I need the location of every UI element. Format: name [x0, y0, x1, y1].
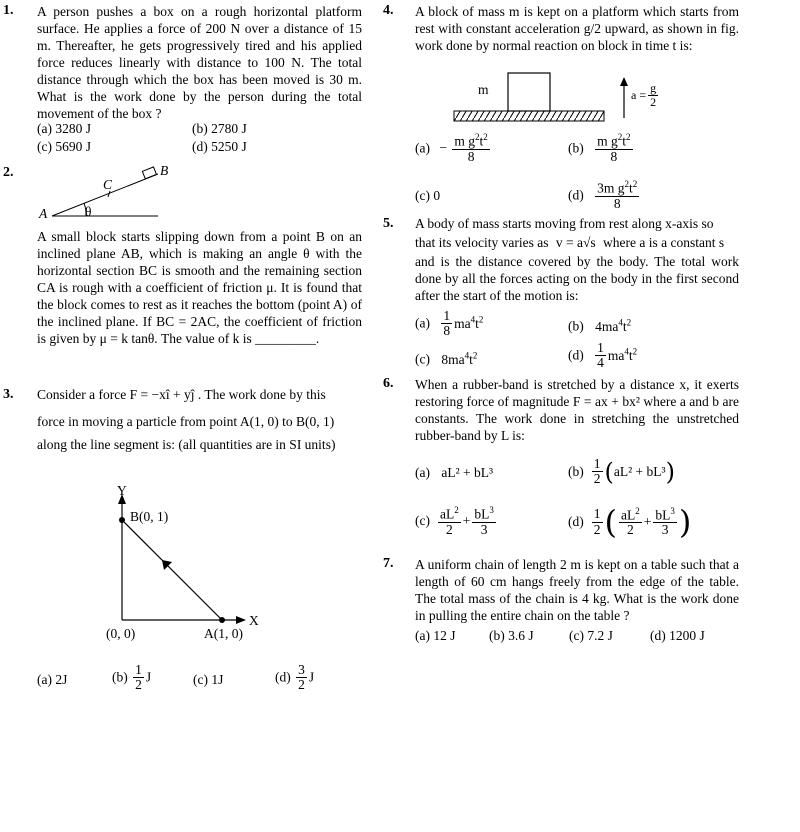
acceleration-label: a = $\frac{g}{2}$ — [631, 81, 657, 109]
q6-option-c[interactable]: (c) $\frac{aL^2}{2}$ + $\frac{bL^3}{3}$ — [415, 505, 494, 537]
q6-number: 6. — [383, 376, 394, 391]
q2-number: 2. — [3, 165, 14, 180]
theta-label: θ — [85, 204, 92, 219]
q3-option-c[interactable]: (c) 1J — [193, 672, 224, 687]
inclined-plane-figure — [36, 160, 169, 225]
q6-option-d[interactable]: (d) $\frac{1}{2}$ ( $\frac{aL^2}{2}$ + $\frac{bL^3}{3}$ ) — [568, 503, 692, 541]
q1-option-c[interactable]: (c) 5690 J — [37, 139, 91, 154]
q3-option-d-fraction: $\frac{3}{2}$ — [298, 662, 305, 693]
q7-number: 7. — [383, 556, 394, 571]
q3-option-a[interactable]: (a) 2J — [37, 672, 68, 687]
x-axis-label: X — [249, 613, 259, 628]
q5-text-line1: A body of mass starts moving from rest along x-axis so — [415, 216, 714, 231]
q1-option-d[interactable]: (d) 5250 J — [192, 139, 247, 154]
q3-option-b-fraction: $\frac{1}{2}$ — [135, 662, 142, 693]
q7-option-d[interactable]: (d) 1200 J — [650, 628, 705, 643]
q3-text-line3: along the line segment is: (all quantities are in SI units) — [37, 437, 336, 452]
q3-option-d-label: (d) — [275, 669, 291, 685]
q5-text-body: and is the distance covered by the body. The total work done by all the forces acting on the body in the first second after the start of the motion is: — [415, 254, 739, 303]
q3-option-d[interactable]: (d) $\frac{3}{2}$ J — [275, 662, 315, 693]
q7-option-a[interactable]: (a) 12 J — [415, 628, 456, 643]
q4-option-d[interactable]: (d) $\frac{3m g^2t^2}{8}$ — [568, 179, 638, 211]
q6-text: When a rubber-band is stretched by a distance x, it exerts restoring force of magnitude F = ax + bx² where a and b are constants. The work done in stretching the unstretched rubber-band by L is: — [415, 377, 739, 443]
q7-option-b[interactable]: (b) 3.6 J — [489, 628, 534, 643]
q5-number: 5. — [383, 216, 394, 231]
q3-graph — [100, 480, 260, 630]
q4-text: A block of mass m is kept on a platform which starts from rest with constant acceleration g/2 upward, as shown in fig. work done by normal reaction on block in time t is: — [415, 4, 739, 53]
q1-number: 1. — [3, 3, 14, 18]
point-a-label: A — [39, 206, 48, 221]
q7-option-c[interactable]: (c) 7.2 J — [569, 628, 613, 643]
q5-option-b[interactable]: (b) $4ma^4t^2$ — [568, 317, 632, 334]
q6-option-a[interactable]: (a) aL² + bL³ — [415, 465, 494, 480]
q1-option-a[interactable]: (a) 3280 J — [37, 121, 91, 136]
q4-number: 4. — [383, 3, 394, 18]
q4-option-a[interactable]: (a) − $\frac{m g^2t^2}{8}$ — [415, 132, 488, 164]
origin-coord: (0, 0) — [106, 626, 136, 641]
q1-text: A person pushes a box on a rough horizontal platform surface. He applies a force of 200 N over a distance of 15 m. Thereafter, he gets progressively tired and his applied force reduces linearly with distance to 100 N. The total distance through which the box has been moved is 30 m. What is the work done by the person during the total movement of the box ? — [37, 4, 362, 121]
point-a-coord: A(1, 0) — [204, 626, 243, 641]
block-mass-label: m — [478, 82, 489, 97]
point-c-label: C — [103, 177, 113, 192]
q7-text: A uniform chain of length 2 m is kept on a table such that a length of 60 cm hangs freely from the edge of the table. The total mass of the chain is 4 kg. What is the work done in pulling the entire chain on the table ? — [415, 557, 739, 623]
q3-text-line2: force in moving a particle from point A(1, 0) to B(0, 1) — [37, 414, 335, 429]
point-b-label: B — [160, 163, 169, 178]
q3-option-b[interactable]: (b) $\frac{1}{2}$ J — [112, 662, 152, 693]
q1-option-b[interactable]: (b) 2780 J — [192, 121, 247, 136]
y-axis-label: Y — [117, 483, 127, 498]
q5-text-line2: that its velocity varies as v = a√s where a is a constant s — [415, 235, 725, 250]
q4-option-b[interactable]: (b) $\frac{m g^2t^2}{8}$ — [568, 132, 631, 164]
q5-option-d[interactable]: (d) $\frac{1}{4}$ $ma^4t^2$ — [568, 340, 638, 371]
q6-option-b[interactable]: (b) $\frac{1}{2}$ ( aL² + bL³ ) — [568, 456, 675, 487]
point-b-coord: B(0, 1) — [130, 509, 169, 524]
q2-text: A small block starts slipping down from a point B on an inclined plane AB, which is making an angle θ with the horizontal section BC is smooth and the remaining section CA is rough with a coefficient of friction μ. It is found that the block comes to rest as it reaches the bottom (point A) of the inclined plane. If BC = 2AC, the coefficient of friction is given by μ = k tanθ. The value of k is _________. — [37, 229, 362, 346]
q3-number: 3. — [3, 387, 14, 402]
q5-option-c[interactable]: (c) $8ma^4t^2$ — [415, 350, 478, 367]
q5-option-a[interactable]: (a) $\frac{1}{8}$ $ma^4t^2$ — [415, 308, 484, 339]
q3-option-b-label: (b) — [112, 669, 128, 685]
q3-text-line1: Consider a force F = −xî + yĵ . The work done by this — [37, 387, 326, 402]
q4-option-c[interactable]: (c) 0 — [415, 188, 441, 203]
